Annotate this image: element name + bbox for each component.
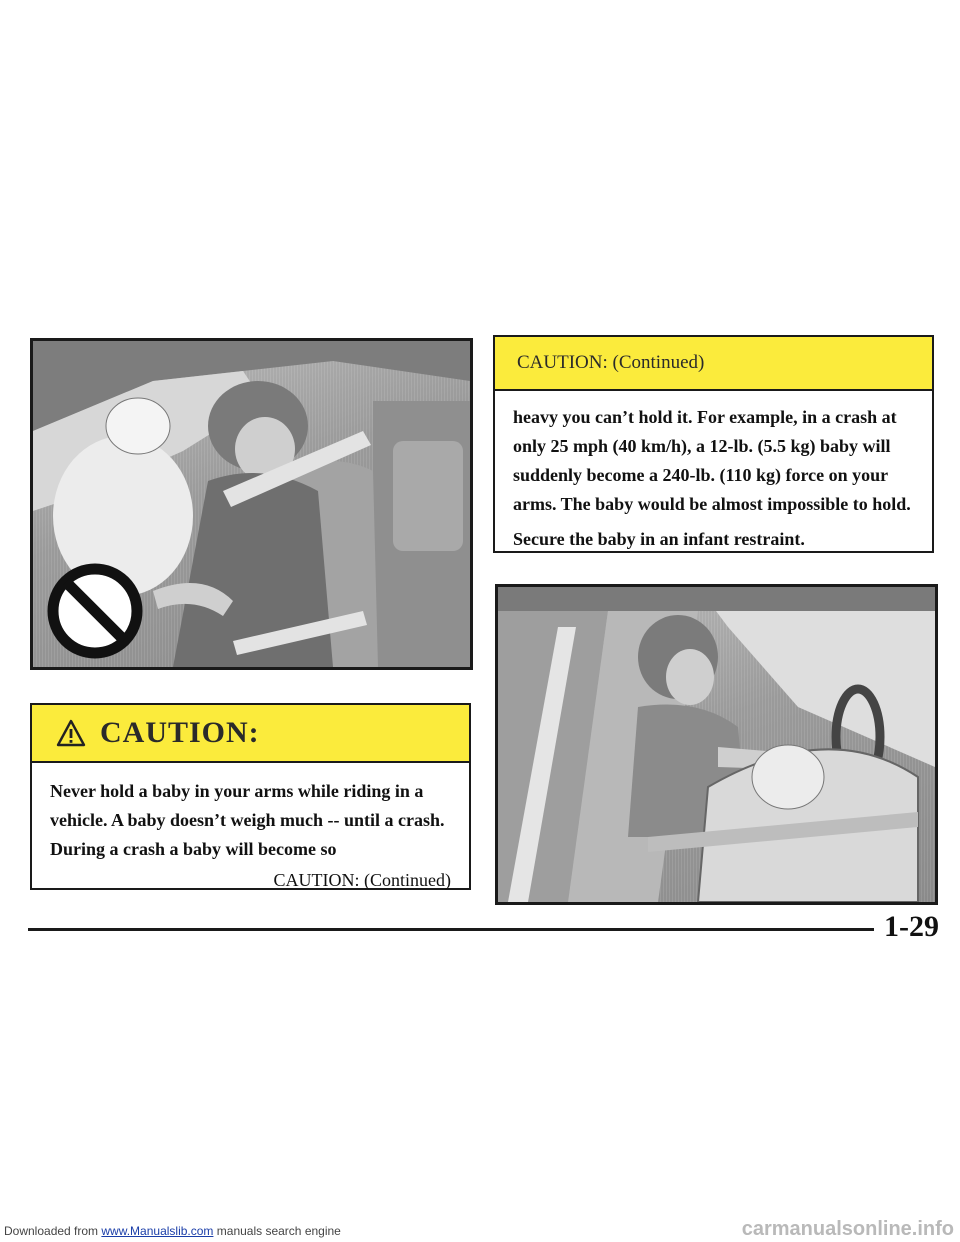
illustration-baby-held-in-arms bbox=[30, 338, 473, 670]
manualslib-link[interactable]: www.Manualslib.com bbox=[101, 1224, 214, 1238]
caution-paragraph: heavy you can’t hold it. For example, in a crash at only 25 mph (40 km/h), a 12-lb. (5.5 kg) baby will suddenly become a 240-lb. (110 kg) force on your arms. The baby would be almost impossible to hold. bbox=[513, 407, 911, 514]
illustration-infant-restraint bbox=[495, 584, 938, 905]
footer-rule bbox=[28, 928, 874, 931]
caution-title: CAUTION: (Continued) bbox=[517, 352, 705, 373]
caution-title: CAUTION: bbox=[100, 716, 260, 749]
caution-text bbox=[495, 391, 932, 554]
caution-continued-label: CAUTION: (Continued) bbox=[273, 870, 451, 890]
caution-box-continued bbox=[493, 335, 934, 553]
prohibition-icon bbox=[53, 569, 137, 653]
download-note-suffix: manuals search engine bbox=[213, 1224, 341, 1238]
page-number: 1-29 bbox=[884, 910, 939, 943]
caution-text bbox=[32, 763, 469, 864]
illustration-drawing bbox=[33, 341, 470, 667]
caution-paragraph: Secure the baby in an infant restraint. bbox=[513, 529, 805, 549]
caution-header-continued bbox=[495, 337, 932, 391]
illustration-drawing bbox=[498, 587, 935, 902]
download-note bbox=[4, 1224, 341, 1238]
caution-paragraph: Never hold a baby in your arms while riding in a vehicle. A baby doesn’t weigh much -- until a crash. During a crash a baby will become so bbox=[50, 781, 445, 859]
caution-header bbox=[32, 705, 469, 763]
watermark: carmanualsonline.info bbox=[741, 1218, 954, 1240]
download-note-prefix: Downloaded from bbox=[4, 1224, 102, 1238]
warning-triangle-icon bbox=[56, 719, 86, 747]
caution-box-never-hold-baby bbox=[30, 703, 471, 890]
